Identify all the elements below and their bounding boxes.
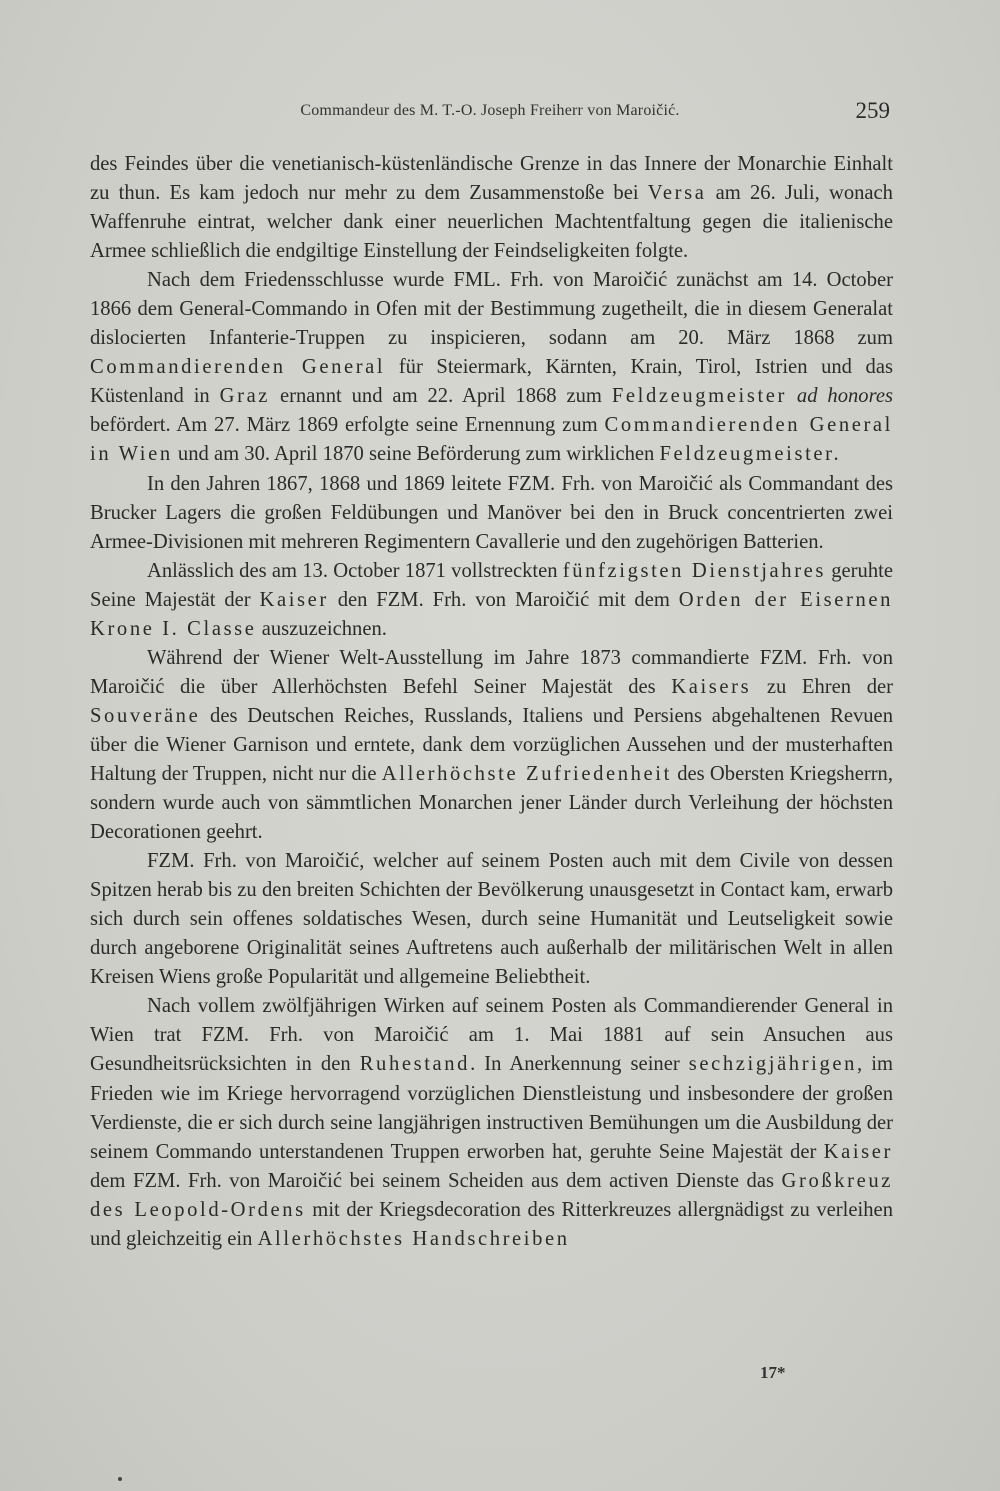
text-run: Während der Wiener Welt-Ausstellung im Jahre 1873 commandierte FZM. Frh. von Maroičić die über Allerhöchsten Befehl Seiner Majestät des	[90, 646, 893, 698]
text-run: dem FZM. Frh. von Maroičić bei seinem Scheiden aus dem activen Dienste das	[90, 1169, 782, 1192]
paragraph	[90, 150, 893, 266]
text-run	[787, 385, 797, 407]
text-run: Nach dem Friedensschlusse wurde FML. Frh. von Maroičić zunächst am 14. October 1866 dem General-Commando in Ofen mit der Bestimmung zugetheilt, die in diesem Generalat dislocierten Infanterie-Truppen zu inspicieren, sodann am 20. März 1868 zum	[90, 269, 893, 350]
spaced-emphasis: Kaiser	[823, 1140, 893, 1163]
spaced-emphasis: Feldzeugmeister.	[659, 443, 842, 466]
text-run: und am 30. April 1870 seine Beförderung zum wirklichen	[172, 443, 660, 466]
text-run: Anlässlich des am 13. October 1871 vollstreckten	[147, 559, 563, 582]
spaced-emphasis: Graz	[219, 385, 271, 408]
paragraph	[90, 847, 893, 992]
spaced-emphasis: fünfzigsten Dienstjahres	[562, 559, 827, 582]
text-run: . In Anerkennung seiner	[470, 1053, 689, 1076]
text-run: des Deutschen Reiches, Russlands, Italiens und Persiens abgehaltenen Revuen über die Wiener Garnison und erntete, dank dem vorzüglichen Aussehen und der musterhaften Haltung der Truppen, nicht nur die	[90, 704, 893, 785]
spaced-emphasis: Orden der Eisernen Krone I. Classe	[90, 588, 894, 640]
paragraph	[90, 557, 893, 644]
running-title: Commandeur des M. T.-O. Joseph Freiherr von Maroičić.	[300, 102, 680, 119]
text-run: den FZM. Frh. von Maroičić mit dem	[328, 588, 679, 611]
text-run: geruhte Seine Majestät der	[90, 559, 893, 611]
spaced-emphasis: Commandierenden General in Wien	[90, 414, 893, 466]
text-run: , im Frieden wie im Kriege hervorragend vorzüglichen Dienstleistung und insbesondere der großen Verdienste, die er sich durch seine langjährigen instructiven Bemühungen um die Ausbildung der seinem Commando unterstandenen Truppen erworben hat, geruhte Seine Majestät der	[90, 1053, 893, 1163]
italic-text: ad honores	[796, 385, 893, 408]
spaced-emphasis: sechzigjährigen	[688, 1053, 858, 1076]
paragraph	[90, 992, 893, 1253]
page-number: 259	[855, 98, 890, 123]
body-text	[90, 150, 893, 1254]
text-run: auszuzeichnen.	[256, 617, 387, 640]
text-run: mit der Kriegsdecoration des Ritterkreuzes allergnädigst zu verleihen und gleichzeitig ein	[90, 1198, 893, 1250]
spaced-emphasis: Commandierenden General	[90, 356, 386, 379]
text-run: ernannt und am 22. April 1868 zum	[270, 385, 612, 408]
spaced-emphasis: Souveräne	[90, 704, 201, 727]
text-run: zu Ehren der	[751, 675, 893, 698]
text-run: des Feindes über die venetianisch-küstenländische Grenze in das Innere der Monarchie Einhalt zu thun. Es kam jedoch nur mehr zu dem Zusammenstoße bei	[90, 153, 893, 205]
text-run: am 26. Juli, wonach Waffenruhe eintrat, welcher dank einer neuerlichen Machtentfaltung gegen die italienische Armee schließlich die endgiltige Einstellung der Feindseligkeiten folgte.	[90, 182, 893, 263]
paragraph	[90, 470, 893, 557]
text-run: für Steiermark, Kärnten, Krain, Tirol, Istrien und das Küstenland in	[90, 356, 893, 408]
text-run: des Obersten Kriegsherrn, sondern wurde auch von sämmtlichen Monarchen jener Länder durch Verleihung der höchsten Decorationen geehrt.	[90, 762, 893, 844]
text-run: FZM. Frh. von Maroičić, welcher auf seinem Posten auch mit dem Civile von dessen Spitzen herab bis zu den breiten Schichten der Bevölkerung unausgesetzt in Contact kam, erwarb sich durch sein offenes soldatisches Wesen, durch seine Humanität und Leutseligkeit sowie durch angeborene Originalität seines Auftretens auch außerhalb der militärischen Welt in allen Kreisen Wiens große Popularität und allgemeine Beliebtheit.	[90, 850, 893, 989]
signature-mark: 17*	[760, 1363, 786, 1382]
spaced-emphasis: Kaisers	[671, 675, 752, 698]
paragraph	[90, 266, 893, 469]
spaced-emphasis: Kaiser	[259, 588, 329, 611]
text-run: befördert. Am 27. März 1869 erfolgte seine Ernennung zum	[90, 414, 605, 437]
print-speck	[118, 1477, 122, 1481]
text-run: Nach vollem zwölfjährigen Wirken auf seinem Posten als Commandierender General in Wien trat FZM. Frh. von Maroičić am 1. Mai 1881 auf sein Ansuchen aus Gesundheitsrücksichten in den	[90, 995, 893, 1076]
spaced-emphasis: Großkreuz des Leopold-Ordens	[90, 1169, 893, 1221]
running-head	[90, 100, 890, 130]
spaced-emphasis: Ruhestand	[359, 1053, 471, 1076]
spaced-emphasis: Feldzeugmeister	[611, 385, 787, 408]
spaced-emphasis: Allerhöchstes Handschreiben	[257, 1227, 570, 1250]
text-run: In den Jahren 1867, 1868 und 1869 leitete FZM. Frh. von Maroičić als Commandant des Brucker Lagers die großen Feldübungen und Manöver bei den in Bruck concentrierten zwei Armee-Divisionen mit mehreren Regimentern Cavallerie und den zugehörigen Batterien.	[90, 472, 893, 553]
spaced-emphasis: Allerhöchste Zufriedenheit	[381, 762, 672, 785]
paragraph	[90, 644, 893, 847]
spaced-emphasis: Versa	[647, 182, 707, 205]
